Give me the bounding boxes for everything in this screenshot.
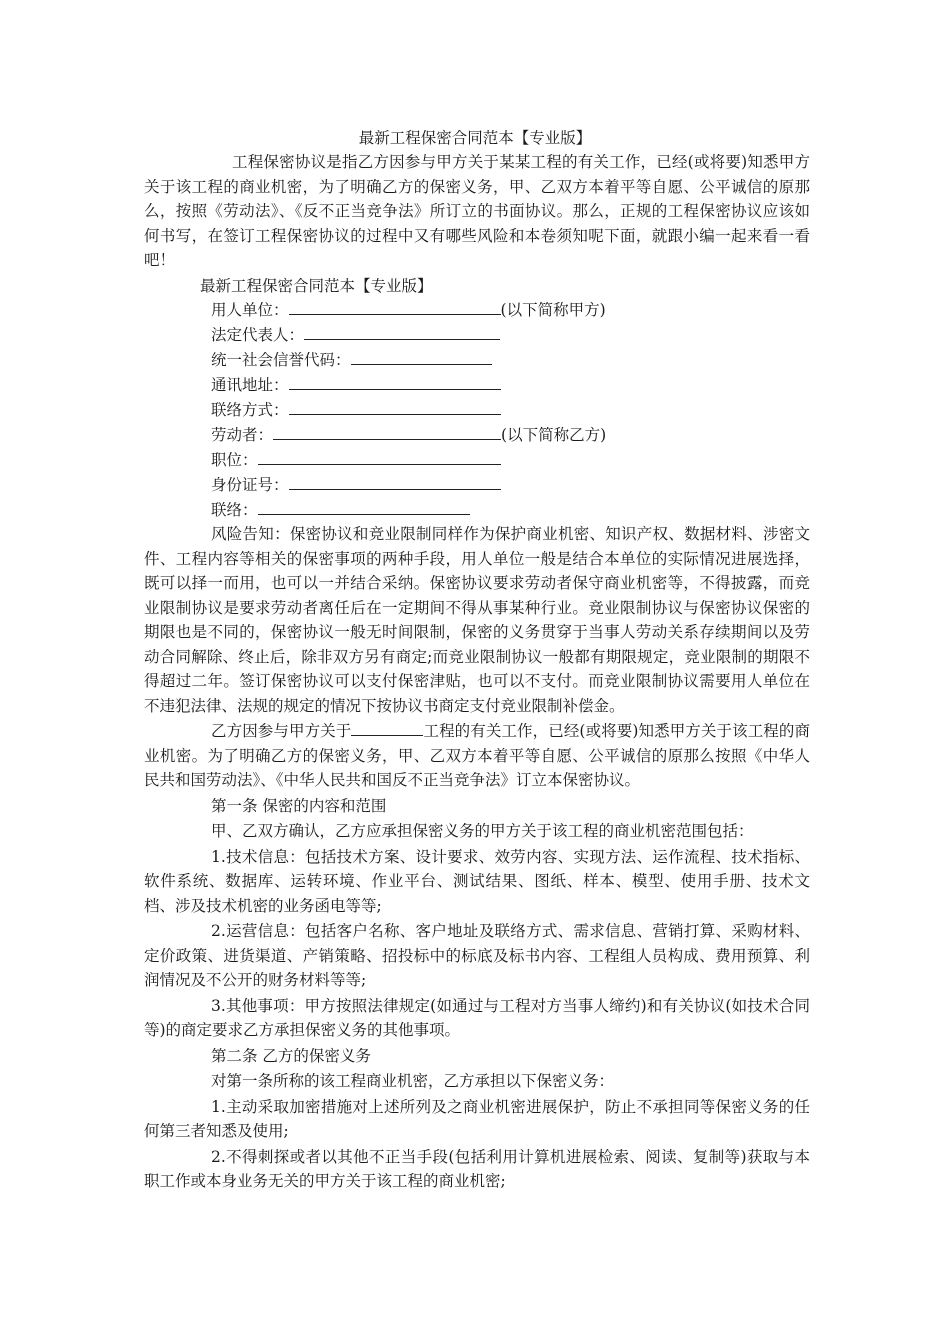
position-blank[interactable] (258, 448, 501, 465)
address-label: 通讯地址： (211, 376, 289, 394)
contact-label: 联络方式： (211, 401, 289, 419)
article1-item: 3.其他事项：甲方按照法律规定(如通过与工程对方当事人缔约)和有关协议(如技术合同等)的商定要求乙方承担保密义务的其他事项。 (144, 996, 810, 1039)
article1-heading: 第一条 保密的内容和范围 (211, 796, 387, 815)
position-field (211, 448, 606, 473)
address-blank[interactable] (289, 373, 501, 390)
article1-intro: 甲、乙双方确认，乙方应承担保密义务的甲方关于该工程的商业机密范围包括： (211, 822, 754, 840)
document-title: 最新工程保密合同范本【专业版】 (358, 129, 592, 147)
preamble-paragraph (144, 719, 810, 793)
preamble-after: 工程的有关工作，已经(或将要)知悉甲方关于该工程的商业机密。为了明确乙方的保密义务，甲、乙双方本着平等自愿、公平诚信的原那么按照《中华人民共和国劳动法》、《中华人民共和国反不正当竞争法》订立本保密协议。 (144, 722, 810, 789)
article1-item: 2.运营信息：包括客户名称、客户地址及联络方式、需求信息、营销打算、采购材料、定价政策、进货渠道、产销策略、招投标中的标底及标书内容、工程组人员构成、费用预算、利润情况及不公开的财务材料等等; (144, 922, 810, 989)
article2-intro: 对第一条所称的该工程商业机密，乙方承担以下保密义务： (211, 1072, 615, 1090)
credit-code-blank[interactable] (351, 348, 492, 365)
article2-heading: 第二条 乙方的保密义务 (211, 1046, 371, 1065)
party-info-fields (211, 298, 606, 523)
article2-item: 1.主动采取加密措施对上述所列及之商业机密进展保护，防止不承担同等保密义务的任何第三者知悉及使用; (144, 1097, 810, 1140)
employer-blank[interactable] (289, 298, 501, 315)
preamble-before: 乙方因参与甲方关于 (211, 722, 352, 740)
contact-field (211, 398, 606, 423)
employer-label: 用人单位： (211, 301, 289, 319)
worker-suffix: (以下简称乙方) (501, 426, 607, 444)
risk-notice-paragraph: 风险告知：保密协议和竞业限制同样作为保护商业机密、知识产权、数据材料、涉密文件、工程内容等相关的保密事项的两种手段，用人单位一般是结合本单位的实际情况进展选择，既可以择一而用，也可以一并结合采纳。保密协议要求劳动者保守商业机密等，不得披露，而竞业限制协议是要求劳动者离任后在一定期间不得从事某种行业。竞业限制协议与保密协议保密的期限也是不同的，保密协议一般无时间限制，保密的义务贯穿于当事人劳动关系存续期间以及劳动合同解除、终止后，除非双方另有商定;而竞业限制协议一般都有期限规定，竞业限制的期限不得超过二年。签订保密协议可以支付保密津贴，也可以不支付。而竞业限制协议需要用人单位在不违犯法律、法规的规定的情况下按协议书商定支付竞业限制补偿金。 (144, 525, 810, 715)
project-name-blank[interactable] (351, 719, 423, 736)
worker-label: 劳动者： (211, 426, 274, 444)
contract-body (144, 522, 810, 1195)
worker-blank[interactable] (273, 423, 501, 440)
contact2-label: 联络： (211, 501, 258, 519)
contract-subtitle: 最新工程保密合同范本【专业版】 (200, 277, 433, 295)
worker-field (211, 423, 606, 448)
credit-code-label: 统一社会信誉代码： (211, 351, 351, 369)
credit-code-field (211, 348, 606, 373)
id-number-label: 身份证号： (211, 476, 289, 494)
employer-field (211, 298, 606, 323)
article2-item: 2.不得刺探或者以其他不正当手段(包括利用计算机进展检索、阅读、复制等)获取与本职工作或本身业务无关的甲方关于该工程的商业机密; (144, 1147, 810, 1190)
contact2-blank[interactable] (258, 498, 470, 515)
id-number-blank[interactable] (289, 473, 501, 490)
employer-suffix: (以下简称甲方) (500, 301, 606, 319)
contact2-field (211, 498, 606, 523)
article1-item: 1.技术信息：包括技术方案、设计要求、效劳内容、实现方法、运作流程、技术指标、软件系统、数据库、运转环境、作业平台、测试结果、图纸、样本、模型、使用手册、技术文档、涉及技术机密的业务函电等等; (144, 847, 810, 915)
intro-paragraph: 工程保密协议是指乙方因参与甲方关于某某工程的有关工作，已经(或将要)知悉甲方关于该工程的商业机密，为了明确乙方的保密义务，甲、乙双方本着平等自愿、公平诚信的原那么，按照《劳动法》、《反不正当竞争法》所订立的书面协议。那么，正规的工程保密协议应该如何书写，在签订工程保密协议的过程中又有哪些风险和本卷须知呢下面，就跟小编一起来看一看吧！ (144, 153, 810, 269)
legal-rep-label: 法定代表人： (211, 326, 305, 344)
contact-blank[interactable] (289, 398, 501, 415)
id-number-field (211, 473, 606, 498)
legal-rep-field (211, 323, 606, 348)
legal-rep-blank[interactable] (304, 323, 500, 340)
position-label: 职位： (211, 451, 258, 469)
address-field (211, 373, 606, 398)
